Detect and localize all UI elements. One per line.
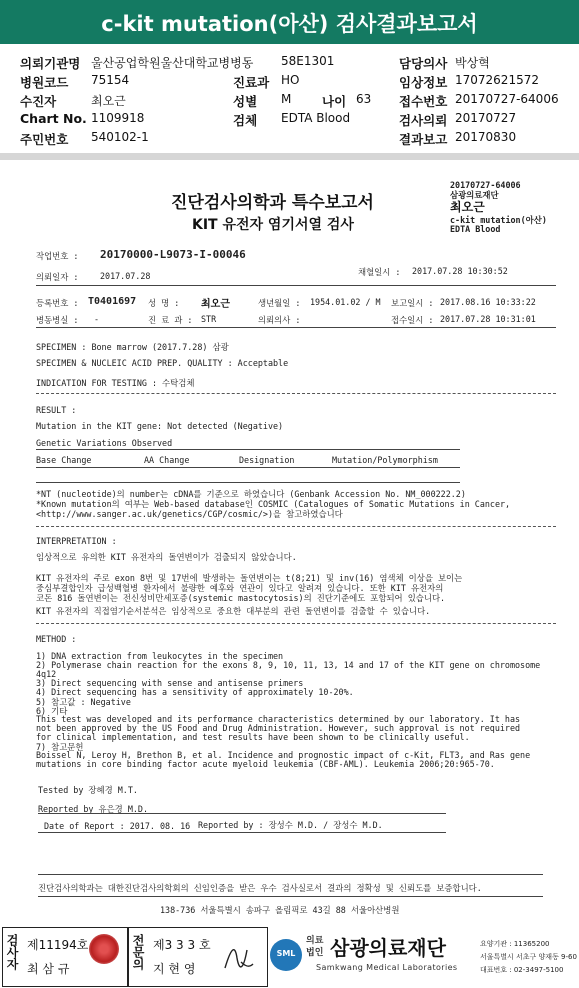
label-line: 삼광의료재단 xyxy=(450,190,499,200)
label-line: EDTA Blood xyxy=(450,224,501,234)
footer-signatures xyxy=(0,925,579,988)
receive-label: 접수일시 : xyxy=(391,315,434,325)
mutation-result: Mutation in the KIT gene: Not detected (Negative) xyxy=(36,421,284,431)
specialist-box xyxy=(128,927,268,987)
rule xyxy=(36,467,460,468)
birth: 1954.01.02 / M xyxy=(310,297,381,307)
seal-stamp xyxy=(89,934,119,964)
interp-line: 임상적으로 유의한 KIT 유전자의 돌연변이가 검출되지 않았습니다. xyxy=(36,552,297,562)
method-line: Boissel N, Leroy H, Brethon B, et al. Incidence and prognostic impact of c-Kit, FLT3, and Ras gene xyxy=(36,750,531,760)
info-value: 20170727 xyxy=(455,111,517,125)
method-line: 4q12 xyxy=(36,669,57,679)
signature-icon xyxy=(217,938,257,978)
method-line: 3) Direct sequencing with sense and antisense primers xyxy=(36,678,304,688)
reg-no: T0401697 xyxy=(88,296,137,307)
org-name: 삼광의료재단 xyxy=(330,936,446,960)
sml-logo-text: SML xyxy=(276,949,296,958)
dept: STR xyxy=(201,314,217,324)
reported-by: Reported by 유은경 M.D. xyxy=(38,804,148,814)
info-value: 20170830 xyxy=(455,130,517,144)
rule xyxy=(36,623,556,624)
report-heading: 진단검사의학과 특수보고서 xyxy=(171,193,374,213)
info-value: 63 xyxy=(356,92,372,106)
genetic-variations-label: Genetic Variations Observed xyxy=(36,438,173,448)
interp-line: KIT 유전자의 직접염기순서분석은 임상적으로 중요한 대부분의 관련 돌연변이를 검출할 수 있습니다. xyxy=(36,606,431,616)
info-value: M xyxy=(281,92,292,106)
col-designation: Designation xyxy=(239,455,295,465)
rule xyxy=(38,896,543,897)
method-line: This test was developed and its performance characteristics determined by our laboratory. It has xyxy=(36,714,521,724)
reported-by-2: Reported by : 장성수 M.D. / 장성수 M.D. xyxy=(198,820,383,830)
info-key: 임상정보 xyxy=(399,75,448,90)
interpretation-label: INTERPRETATION : xyxy=(36,536,117,546)
info-value: HO xyxy=(281,73,300,87)
name-label: 성 명 : xyxy=(148,298,180,308)
col-aa-change: AA Change xyxy=(144,455,190,465)
label-line: c-kit mutation(아산) xyxy=(450,215,547,225)
method-line: 4) Direct sequencing has a sensitivity of approximately 10-20%. xyxy=(36,687,354,697)
info-value: 박상혁 xyxy=(455,56,490,70)
method-line: for clinical implementation, and test results have been shown to be clinically useful. xyxy=(36,732,470,742)
specialist-label-text: 전문의 xyxy=(131,934,145,970)
org-english-name: Samkwang Medical Laboratories xyxy=(316,963,458,972)
rule xyxy=(36,526,556,527)
info-value: 17072621572 xyxy=(455,73,539,87)
ward: - xyxy=(94,314,100,324)
info-value: 울산공업학원울산대학교병병동 xyxy=(91,56,254,70)
info-key: 접수번호 xyxy=(399,94,448,109)
label-line: 최오근 xyxy=(450,200,485,214)
quality: SPECIMEN & NUCLEIC ACID PREP. QUALITY : Acceptable xyxy=(36,358,289,368)
scanned-report xyxy=(8,170,571,922)
request-date: 2017.07.28 xyxy=(100,271,151,281)
method-line: not been approved by the US Food and Drug Administration. However, such approval is not required xyxy=(36,723,521,733)
indication: INDICATION FOR TESTING : 수탁검체 xyxy=(36,378,195,388)
report-title: c-kit mutation(아산) 검사결과보고서 xyxy=(0,0,579,44)
rule xyxy=(36,482,460,483)
rule xyxy=(36,393,556,394)
interp-line: 중심부결합인자 급성백혈병 환자에서 불량한 예후와 연관이 있다고 알려져 있습니다. 또한 KIT 유전자의 xyxy=(36,583,444,593)
date-of-report: Date of Report : 2017. 08. 16 xyxy=(44,821,191,831)
hospital-address: 138-736 서울특별시 송파구 올림픽로 43길 88 서울아산병원 xyxy=(160,905,400,915)
info-key: 결과보고 xyxy=(399,132,448,147)
specimen: SPECIMEN : Bone marrow (2017.7.28) 삼광 xyxy=(36,342,229,352)
info-key: 담당의사 xyxy=(399,56,448,71)
info-value: 75154 xyxy=(91,73,130,87)
col-mutation-polymorphism: Mutation/Polymorphism xyxy=(332,455,438,465)
note-line: *Known mutation의 여부는 Web-based database인 COSMIC (Catalogues of Somatic Mutations in Cancer, xyxy=(36,499,511,509)
tester-name: 최 삼 규 xyxy=(27,962,70,976)
label-line: 20170727-64006 xyxy=(450,180,521,190)
info-value: 540102-1 xyxy=(91,130,149,144)
rule xyxy=(38,832,446,833)
org-tag-top: 의료 xyxy=(306,936,324,946)
result-label: RESULT : xyxy=(36,405,77,415)
info-key: 주민번호 xyxy=(20,132,69,147)
work-no: 20170000-L9073-I-00046 xyxy=(100,248,246,261)
info-key: 수진자 xyxy=(20,94,57,109)
info-key: 성별 xyxy=(233,94,258,109)
info-key: Chart No. xyxy=(20,111,87,126)
method-line: 1) DNA extraction from leukocytes in the specimen xyxy=(36,651,284,661)
info-key: 의뢰기관명 xyxy=(20,56,81,71)
birth-label: 생년월일 : xyxy=(258,298,301,308)
col-base-change: Base Change xyxy=(36,455,92,465)
method-line: 2) Polymerase chain reaction for the exons 8, 9, 10, 11, 13, 14 and 17 of the KIT gene on chromosome xyxy=(36,660,541,670)
tester-license: 제11194호 xyxy=(27,938,89,952)
rule xyxy=(38,874,543,875)
receive-date: 2017.07.28 10:31:01 xyxy=(440,314,536,324)
report-subheading: KIT 유전자 염기서열 검사 xyxy=(192,217,354,233)
report-date-label: 보고일시 : xyxy=(391,298,434,308)
info-key: 병원코드 xyxy=(20,75,69,90)
patient-name: 최오근 xyxy=(201,299,230,310)
org-tag-bottom: 법인 xyxy=(306,948,324,958)
collect-date: 2017.07.28 10:30:52 xyxy=(412,266,508,276)
certification-note: 진단검사의학과는 대한진단검사의학회의 신임인증을 받은 우수 검사실로서 결과의 정확성 및 신뢰도를 보증합니다. xyxy=(38,883,482,893)
work-no-label: 작업번호 : xyxy=(36,251,79,261)
info-key: 검사의뢰 xyxy=(399,113,448,128)
interp-line: KIT 유전자의 주로 exon 8번 및 17번에 발생하는 돌연변이는 t(8;21) 및 inv(16) 염색체 이상을 보이는 xyxy=(36,573,463,583)
collect-label: 채혈일시 : xyxy=(358,267,401,277)
method-label: METHOD : xyxy=(36,634,77,644)
rule xyxy=(36,327,556,328)
info-key: 검체 xyxy=(233,113,258,128)
ward-label: 병동병실 : xyxy=(36,315,79,325)
org-phone: 대표번호 : 02-3497-5100 xyxy=(480,966,564,974)
rule xyxy=(36,449,460,450)
specialist-license: 제3 3 3 호 xyxy=(153,938,211,952)
doctor-label: 의뢰의사 : xyxy=(258,315,301,325)
request-date-label: 의뢰일자 : xyxy=(36,272,79,282)
method-line: 5) 참고값 : Negative xyxy=(36,697,131,707)
method-line: 7) 참고문헌 xyxy=(36,742,84,752)
dept-label: 진 료 과 : xyxy=(148,315,193,325)
info-value: 1109918 xyxy=(91,111,145,125)
tester-label xyxy=(5,934,19,970)
rule xyxy=(36,285,556,286)
note-line: *NT (nucleotide)의 number는 cDNA를 기준으로 하였습니다 (Genbank Accession No. NM_000222.2) xyxy=(36,489,466,499)
sml-logo xyxy=(270,939,302,971)
reg-no-label: 등록번호 : xyxy=(36,298,79,308)
info-value: 58E1301 xyxy=(281,54,335,68)
info-key: 진료과 xyxy=(233,75,270,90)
report-date: 2017.08.16 10:33:22 xyxy=(440,297,536,307)
info-key: 나이 xyxy=(322,94,347,109)
info-value: 20170727-64006 xyxy=(455,92,559,106)
specialist-name: 지 현 영 xyxy=(153,962,196,976)
tested-by: Tested by 장혜경 M.T. xyxy=(38,785,138,795)
divider xyxy=(0,153,579,160)
method-line: 6) 기타 xyxy=(36,706,68,716)
rule xyxy=(38,813,446,814)
specialist-label xyxy=(131,934,145,970)
org-address: 서울특별시 서초구 양재동 9-60 xyxy=(480,953,577,961)
note-line: <http://www.sanger.ac.uk/genetics/CGP/cosmic/>)을 참고하였습니다 xyxy=(36,509,343,519)
method-line: mutations in core binding factor acute myeloid leukemia (CBF-AML). Leukemia 2006;20:965-70. xyxy=(36,759,495,769)
interp-line: 코돈 816 돌연변이는 전신성비만세포증(systemic mastocytosis)의 진단기준에도 포함되어 있습니다. xyxy=(36,593,446,603)
info-value: 최오근 xyxy=(91,94,126,108)
tester-label-text: 검사자 xyxy=(5,934,19,970)
care-number: 요양기관 : 11365200 xyxy=(480,940,550,948)
info-value: EDTA Blood xyxy=(281,111,351,125)
org-block xyxy=(268,927,577,985)
